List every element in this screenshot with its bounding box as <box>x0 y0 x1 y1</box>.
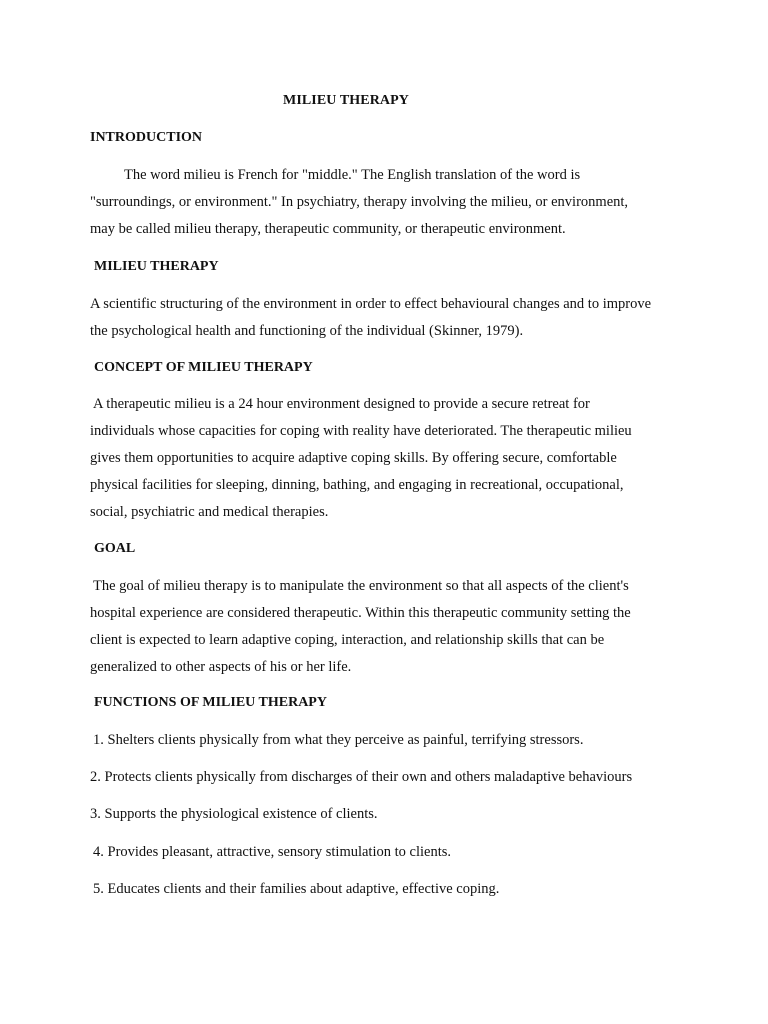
paragraph-line: A therapeutic milieu is a 24 hour environment designed to provide a secure retreat for <box>93 396 590 412</box>
paragraph-goal <box>90 573 690 681</box>
heading-concept: CONCEPT OF MILIEU THERAPY <box>94 360 313 375</box>
paragraph-concept <box>90 391 690 526</box>
paragraph-line: the psychological health and functioning of the individual (Skinner, 1979). <box>90 323 524 339</box>
heading-introduction: INTRODUCTION <box>90 130 203 145</box>
paragraph-introduction <box>90 162 690 243</box>
heading-goal: GOAL <box>94 541 136 556</box>
paragraph-line: hospital experience are considered therapeutic. Within this therapeutic community setting the <box>90 605 631 621</box>
paragraph-line: The goal of milieu therapy is to manipulate the environment so that all aspects of the client's <box>93 578 629 594</box>
paragraph-line: gives them opportunities to acquire adaptive coping skills. By offering secure, comfortable <box>90 450 617 466</box>
list-item: 4. Provides pleasant, attractive, sensory stimulation to clients. <box>93 844 451 860</box>
paragraph-line: "surroundings, or environment." In psychiatry, therapy involving the milieu, or environment, <box>90 194 629 210</box>
paragraph-line: client is expected to learn adaptive coping, interaction, and relationship skills that can be <box>90 632 605 648</box>
document-title: MILIEU THERAPY <box>283 93 409 108</box>
paragraph-line: The word milieu is French for "middle." The English translation of the word is <box>124 167 581 183</box>
paragraph-line: may be called milieu therapy, therapeutic community, or therapeutic environment. <box>90 221 566 237</box>
paragraph-milieu-therapy <box>90 291 690 345</box>
list-item: 3. Supports the physiological existence of clients. <box>90 806 378 822</box>
paragraph-line: social, psychiatric and medical therapies. <box>90 504 329 520</box>
paragraph-line: generalized to other aspects of his or her life. <box>90 659 352 675</box>
paragraph-line: A scientific structuring of the environment in order to effect behavioural changes and to improve <box>90 296 652 312</box>
list-item: 5. Educates clients and their families about adaptive, effective coping. <box>93 881 500 897</box>
list-item: 2. Protects clients physically from discharges of their own and others maladaptive behaviours <box>90 769 633 785</box>
heading-functions: FUNCTIONS OF MILIEU THERAPY <box>94 695 327 710</box>
heading-milieu-therapy: MILIEU THERAPY <box>94 259 219 274</box>
paragraph-line: physical facilities for sleeping, dinning, bathing, and engaging in recreational, occupational, <box>90 477 624 493</box>
list-item: 1. Shelters clients physically from what they perceive as painful, terrifying stressors. <box>93 732 584 748</box>
paragraph-line: individuals whose capacities for coping with reality have deteriorated. The therapeutic milieu <box>90 423 632 439</box>
